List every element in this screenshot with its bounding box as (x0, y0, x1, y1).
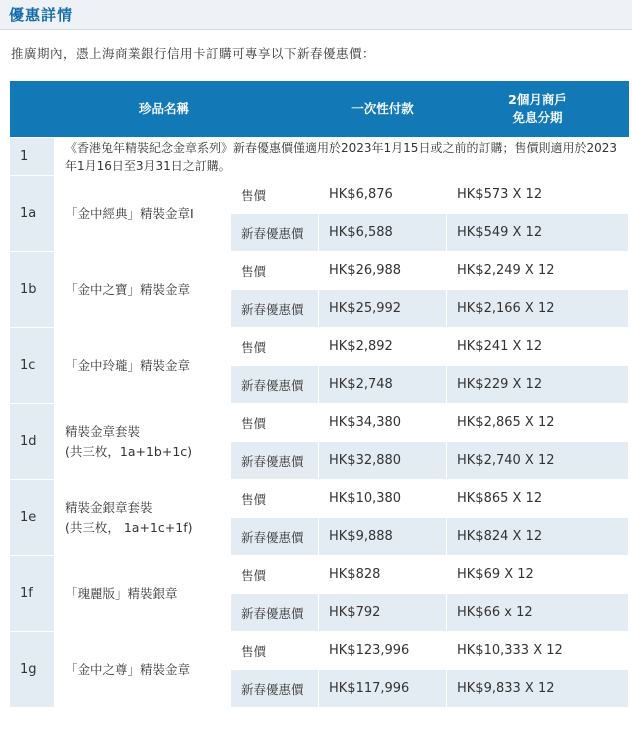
installment-price: HK$865 X 12 (447, 480, 629, 518)
price-type-label: 新春優惠價 (231, 518, 319, 556)
offer-table (9, 81, 629, 708)
item-name: 「金中經典」精裝金章I (55, 176, 231, 252)
price-type-label: 新春優惠價 (231, 366, 319, 404)
price-type-label: 新春優惠價 (231, 594, 319, 632)
installment-price: HK$69 X 12 (447, 556, 629, 594)
lump-sum-price: HK$2,892 (319, 328, 447, 366)
note-text: 《香港兔年精裝紀念金章系列》新春優惠價僅適用於2023年1月15日或之前的訂購；售價則適用於2023年1月16日至3月31日之訂購。 (55, 138, 629, 176)
table-row (10, 556, 629, 594)
price-type-label: 新春優惠價 (231, 670, 319, 708)
section-title: 優惠詳情 (9, 6, 74, 24)
row-number: 1g (10, 632, 55, 708)
lump-sum-promo-price: HK$117,996 (319, 670, 447, 708)
section-header (0, 0, 632, 30)
item-name: 「瑰麗版」精裝銀章 (55, 556, 231, 632)
installment-promo-price: HK$66 x 12 (447, 594, 629, 632)
header-installment (447, 81, 629, 138)
price-type-label: 售價 (231, 252, 319, 290)
price-type-label: 售價 (231, 404, 319, 442)
table-row (10, 328, 629, 366)
intro-text: 推廣期內，憑上海商業銀行信用卡訂購可專享以下新春優惠價： (11, 46, 376, 61)
lump-sum-promo-price: HK$2,748 (319, 366, 447, 404)
row-number: 1c (10, 328, 55, 404)
price-type-label: 售價 (231, 480, 319, 518)
price-type-label: 售價 (231, 328, 319, 366)
lump-sum-price: HK$26,988 (319, 252, 447, 290)
lump-sum-price: HK$828 (319, 556, 447, 594)
price-type-label: 新春優惠價 (231, 214, 319, 252)
table-row (10, 176, 629, 214)
lump-sum-price: HK$6,876 (319, 176, 447, 214)
installment-price: HK$10,333 X 12 (447, 632, 629, 670)
lump-sum-promo-price: HK$25,992 (319, 290, 447, 328)
table-row (10, 252, 629, 290)
installment-promo-price: HK$229 X 12 (447, 366, 629, 404)
lump-sum-price: HK$123,996 (319, 632, 447, 670)
header-installment-line1: 2個月商戶 (508, 92, 567, 107)
price-type-label: 售價 (231, 632, 319, 670)
installment-promo-price: HK$824 X 12 (447, 518, 629, 556)
lump-sum-price: HK$34,380 (319, 404, 447, 442)
row-number: 1a (10, 176, 55, 252)
installment-price: HK$241 X 12 (447, 328, 629, 366)
price-type-label: 新春優惠價 (231, 442, 319, 480)
row-number: 1f (10, 556, 55, 632)
price-type-label: 售價 (231, 556, 319, 594)
price-type-label: 售價 (231, 176, 319, 214)
row-number: 1e (10, 480, 55, 556)
header-name: 珍品名稱 (10, 81, 319, 138)
installment-price: HK$2,249 X 12 (447, 252, 629, 290)
row-number: 1 (10, 138, 55, 176)
row-number: 1b (10, 252, 55, 328)
lump-sum-promo-price: HK$32,880 (319, 442, 447, 480)
lump-sum-price: HK$10,380 (319, 480, 447, 518)
lump-sum-promo-price: HK$792 (319, 594, 447, 632)
installment-promo-price: HK$549 X 12 (447, 214, 629, 252)
table-row (10, 480, 629, 518)
lump-sum-promo-price: HK$6,588 (319, 214, 447, 252)
item-name: 精裝金銀章套裝 (共三枚， 1a+1c+1f) (55, 480, 231, 556)
installment-promo-price: HK$2,740 X 12 (447, 442, 629, 480)
price-type-label: 新春優惠價 (231, 290, 319, 328)
table-row (10, 632, 629, 670)
item-name: 「金中玲瓏」精裝金章 (55, 328, 231, 404)
note-row (10, 138, 629, 176)
item-name: 「金中之寶」精裝金章 (55, 252, 231, 328)
installment-price: HK$573 X 12 (447, 176, 629, 214)
header-installment-line2: 免息分期 (512, 110, 563, 125)
item-name: 「金中之尊」精裝金章 (55, 632, 231, 708)
installment-price: HK$2,865 X 12 (447, 404, 629, 442)
installment-promo-price: HK$9,833 X 12 (447, 670, 629, 708)
installment-promo-price: HK$2,166 X 12 (447, 290, 629, 328)
row-number: 1d (10, 404, 55, 480)
table-row (10, 404, 629, 442)
header-lump: 一次性付款 (319, 81, 447, 138)
item-name: 精裝金章套裝 (共三枚，1a+1b+1c) (55, 404, 231, 480)
lump-sum-promo-price: HK$9,888 (319, 518, 447, 556)
table-header-row (10, 81, 629, 138)
